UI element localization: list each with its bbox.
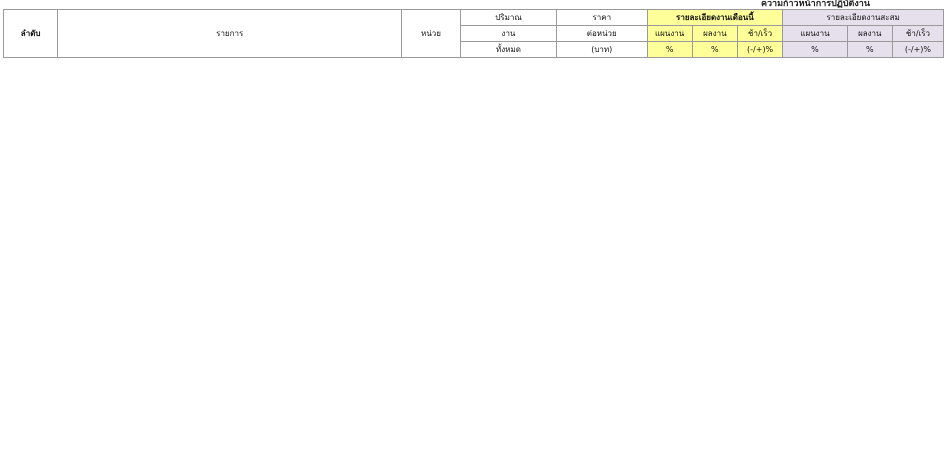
header-accum-plan: แผนงาน	[783, 26, 847, 42]
header-seq: ลำดับ	[4, 10, 58, 58]
header-unit-price-2: ต่อหน่วย	[557, 26, 647, 42]
header-month-result: ผลงาน	[692, 26, 737, 42]
header-unit-price-1: ราคา	[557, 10, 647, 26]
header-row-1	[4, 10, 944, 26]
header-qty-1: ปริมาณ	[460, 10, 556, 26]
header-month-plan-pct: %	[647, 42, 692, 58]
header-accum-result-pct: %	[847, 42, 892, 58]
header-accum-plan-pct: %	[783, 42, 847, 58]
header-month-result-pct: %	[692, 42, 737, 58]
header-accum-group: รายละเอียดงานสะสม	[783, 10, 944, 26]
header-accum-diff-pct: (-/+)%	[892, 42, 943, 58]
header-qty-3: ทั้งหมด	[460, 42, 556, 58]
header-qty-2: งาน	[460, 26, 556, 42]
header-month-diff-pct: (-/+)%	[737, 42, 782, 58]
progress-table	[3, 9, 944, 58]
header-unit: หน่วย	[402, 10, 461, 58]
header-month-plan: แผนงาน	[647, 26, 692, 42]
header-accum-diff: ช้า/เร็ว	[892, 26, 943, 42]
header-month-diff: ช้า/เร็ว	[737, 26, 782, 42]
header-month-group: รายละเอียดงานเดือนนี้	[647, 10, 783, 26]
header-accum-result: ผลงาน	[847, 26, 892, 42]
header-item: รายการ	[58, 10, 402, 58]
header-unit-price-3: (บาท)	[557, 42, 647, 58]
progress-caption: ความก้าวหน้าการปฏิบัติงาน	[760, 0, 870, 9]
